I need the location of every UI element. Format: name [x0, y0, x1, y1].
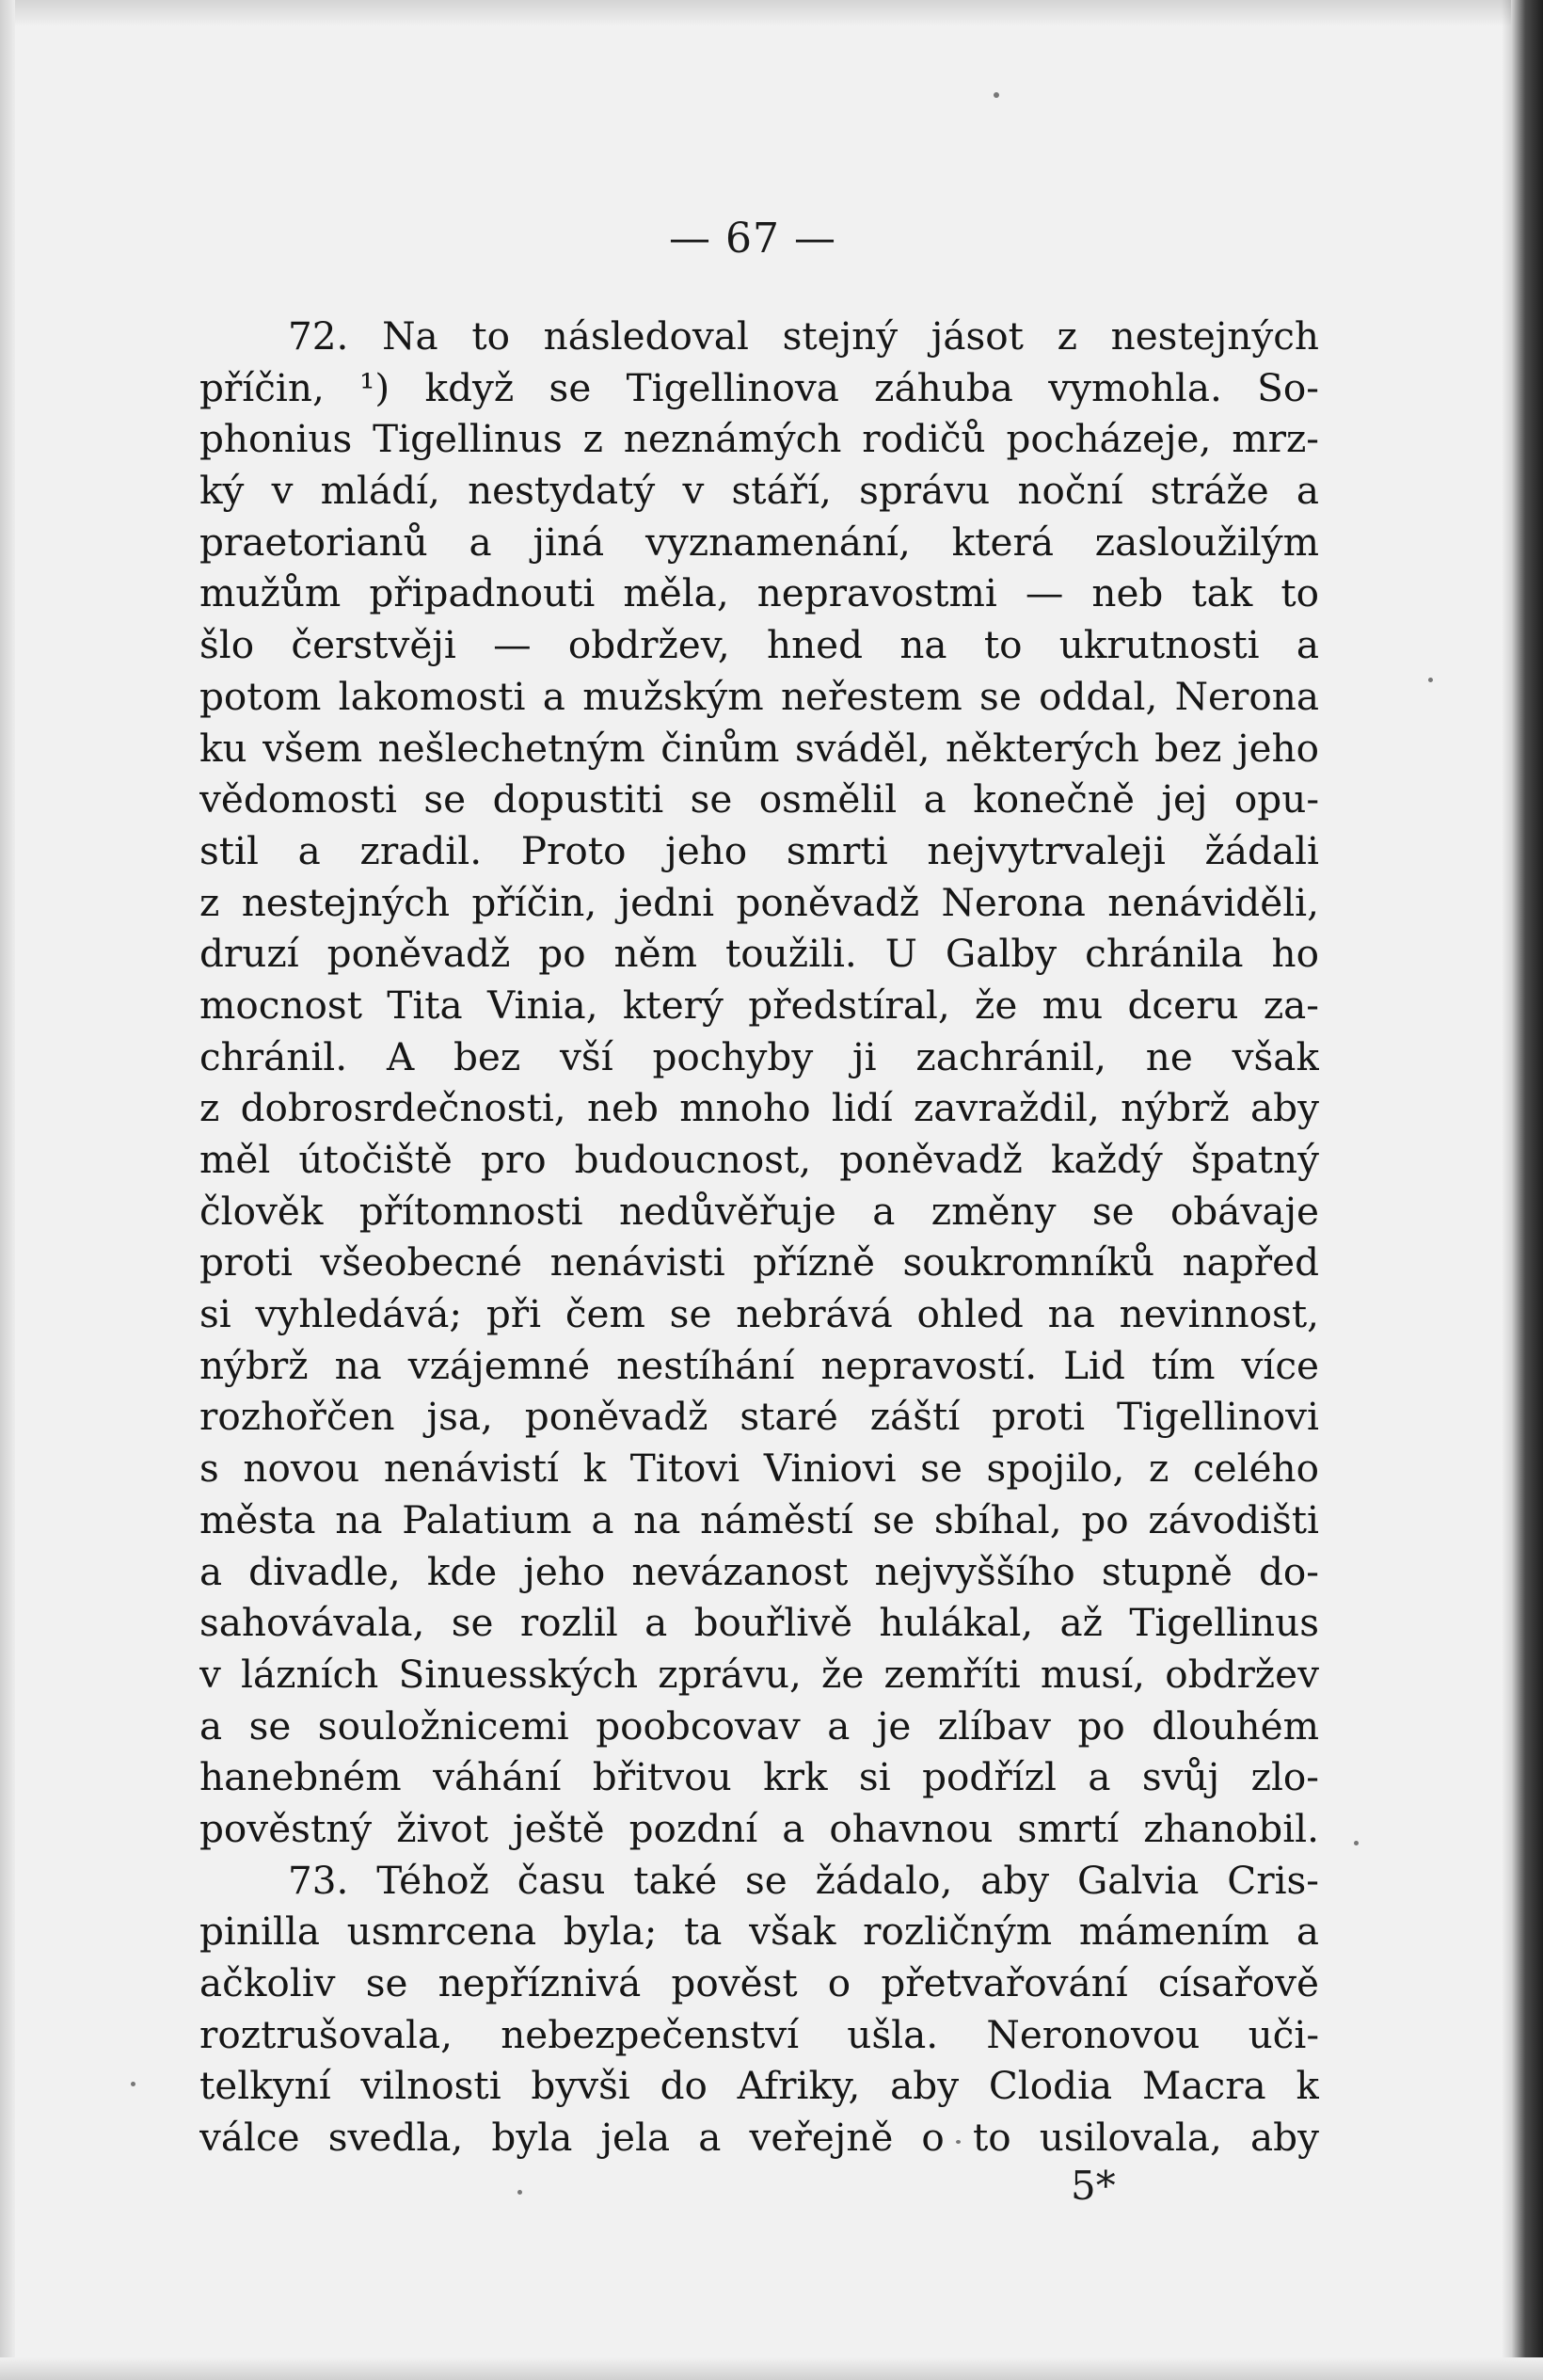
text-line: ký v mládí, nestydatý v stáří, správu noční stráže a	[199, 468, 1319, 514]
body-text	[199, 311, 1319, 2164]
text-line: rozhořčen jsa, poněvadž staré záští proti Tigellinovi	[199, 1394, 1319, 1440]
text-line: mocnost Tita Vinia, který předstíral, že mu dceru za-	[199, 982, 1319, 1028]
text-line: sahovávala, se rozlil a bouřlivě hulákal, až Tigellinus	[199, 1600, 1319, 1646]
scan-edge-top	[0, 0, 1543, 26]
text-line: a divadle, kde jeho nevázanost nejvyššího stupně do-	[199, 1548, 1319, 1594]
signature-mark: 5*	[1071, 2163, 1116, 2209]
text-line: s novou nenávistí k Titovi Viniovi se spojilo, z celého	[199, 1446, 1319, 1492]
text-line: roztrušovala, nebezpečenství ušla. Neronovou uči-	[199, 2011, 1319, 2057]
text-line: druzí poněvadž po něm toužili. U Galby chránila ho	[199, 931, 1319, 977]
text-line: ačkoliv se nepříznivá pověst o přetvařování císařově	[199, 1960, 1319, 2005]
scan-speck	[994, 92, 999, 98]
page-number-header: — 67 —	[669, 215, 836, 263]
text-line: 73. Téhož času také se žádalo, aby Galvia Cris-	[288, 1857, 1319, 1903]
text-line: válce svedla, byla jela a veřejně o to usilovala, aby	[199, 2115, 1319, 2161]
text-line: si vyhledává; při čem se nebrává ohled na nevinnost,	[199, 1291, 1319, 1337]
text-line: potom lakomosti a mužským neřestem se oddal, Nerona	[199, 673, 1319, 719]
text-line: a se souložnicemi poobcovav a je zlíbav po dlouhém	[199, 1702, 1319, 1749]
text-line: chránil. A bez vší pochyby ji zachránil, ne však	[199, 1033, 1319, 1079]
text-line: měl útočiště pro budoucnost, poněvadž každý špatný	[199, 1137, 1319, 1182]
scan-edge-shadow	[1502, 0, 1511, 2380]
scan-edge-bottom	[0, 2357, 1543, 2380]
text-line: phonius Tigellinus z neznámých rodičů pocházeje, mrz-	[199, 416, 1319, 462]
text-line: šlo čerstvěji — obdržev, hned na to ukrutnosti a	[199, 622, 1319, 668]
scan-edge-right	[1511, 0, 1543, 2380]
text-line: pinilla usmrcena byla; ta však rozličným mámením a	[199, 1909, 1319, 1955]
text-line: z nestejných příčin, jedni poněvadž Nerona nenáviděli,	[199, 879, 1319, 925]
scan-speck	[131, 2082, 135, 2086]
text-line: města na Palatium a na náměstí se sbíhal, po závodišti	[199, 1496, 1319, 1542]
text-line: telkyní vilnosti byvši do Afriky, aby Clodia Macra k	[199, 2063, 1319, 2109]
text-line: pověstný život ještě pozdní a ohavnou smrtí zhanobil.	[199, 1805, 1319, 1851]
text-line: mužům připadnouti měla, nepravostmi — neb tak to	[199, 570, 1319, 616]
scan-edge-left	[0, 0, 15, 2380]
text-line: proti všeobecné nenávisti přízně soukromníků napřed	[199, 1239, 1319, 1286]
text-line: z dobrosrdečnosti, neb mnoho lidí zavraždil, nýbrž aby	[199, 1085, 1319, 1131]
text-line: 72. Na to následoval stejný jásot z nestejných	[288, 313, 1319, 359]
text-line: nýbrž na vzájemné nestíhání nepravostí. Lid tím více	[199, 1342, 1319, 1388]
text-line: vědomosti se dopustiti se osmělil a konečně jej opu-	[199, 776, 1319, 823]
text-line: příčin, ¹) když se Tigellinova záhuba vymohla. So-	[199, 364, 1319, 410]
scan-speck	[1428, 678, 1433, 682]
scan-speck	[517, 2190, 522, 2195]
scan-speck	[1354, 1841, 1359, 1845]
text-line: hanebném váhání břitvou krk si podřízl a svůj zlo-	[199, 1754, 1319, 1800]
text-line: v lázních Sinuesských zprávu, že zemříti musí, obdržev	[199, 1651, 1319, 1697]
text-line: praetorianů a jiná vyznamenání, která zasloužilým	[199, 519, 1319, 565]
text-line: ku všem nešlechetným činům sváděl, některých bez jeho	[199, 725, 1319, 771]
text-line: člověk přítomnosti nedůvěřuje a změny se obávaje	[199, 1188, 1319, 1234]
text-line: stil a zradil. Proto jeho smrti nejvytrvaleji žádali	[199, 827, 1319, 873]
